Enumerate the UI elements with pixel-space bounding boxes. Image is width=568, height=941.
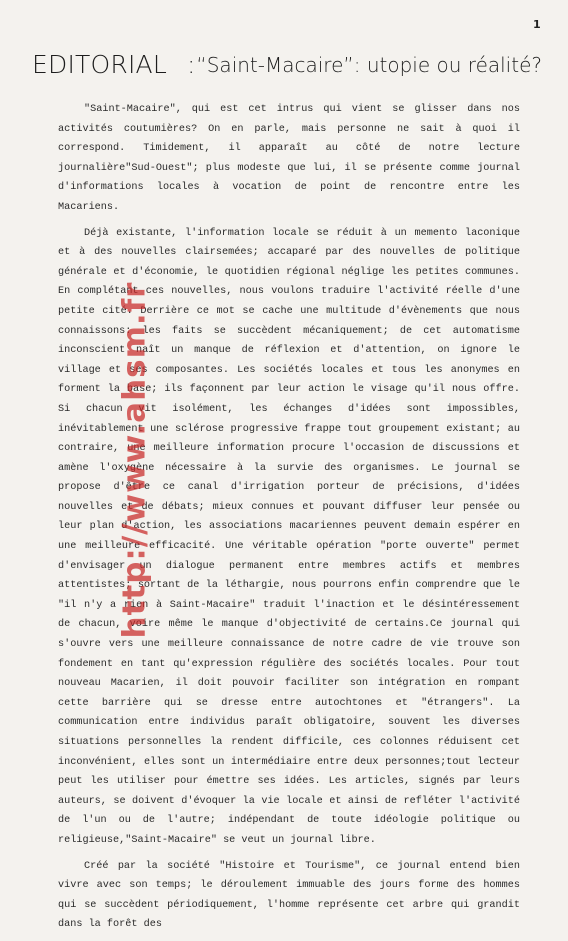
editorial-header <box>32 50 542 90</box>
paragraph-1: "Saint-Macaire", qui est cet intrus qui vient se glisser dans nos activités coutumières? On en parle, mais personne ne sait à quoi il correspond. Timidement, il apparaît au côté de notre lecture journalière"Sud-Ouest"; plus modeste que lui, il se présente comme journal d'informations locales à vocation de point de rencontre entre les Macariens. <box>58 104 520 213</box>
editorial-body <box>58 100 520 941</box>
paragraph-3: Créé par la société "Histoire et Tourisme", ce journal entend bien vivre avec son temps; le déroulement immuable des jours forme des hommes qui se succèdent périodiquement, l'homme représente cet arbre qui grandit dans la forêt des <box>58 860 520 931</box>
watermark-text: http://www.ahsm.fr <box>116 281 153 639</box>
section-title-text: EDITORIAL <box>32 50 167 79</box>
page-number: 1 <box>533 18 541 31</box>
article-title: “Saint-Macaire”: utopie ou réalité? <box>196 53 542 77</box>
section-title <box>32 50 196 79</box>
title-colon: : <box>186 50 196 79</box>
paragraph-2: Déjà existante, l'information locale se réduit à un memento laconique et à des nouvelles clairsemées; accaparé par des nouvelles de politique générale et d'économie, le quotidien régional néglige les petites communes. En complétant ces nouvelles, nous voulons traduire l'activité réelle d'une petite cité. Derrière ce mot se cache une multitude d'évènements que nous connaissons: les faits se succèdent mécaniquement; de cet automatisme inconscient naît un manque de réflexion et d'attention, on ignore le village et ses composantes. Les sociétés locales et tous les anonymes en forment la base; ils façonnent par leur action le visage qu'il nous offre. Si chacun vit isolément, les échanges d'idées sont impossibles, inévitablement une sclérose progressive frappe tout groupement existant; au contraire, une meilleure information procure l'occasion de discussions et amène l'oxygène nécessaire à la survie des organismes. Le journal se propose d'être ce canal d'irrigation porteur de précisions, d'idées nouvelles et de débats; mieux connues et pouvant diffuser leur pensée ou leur plan d'action, les associations macariennes peuvent demain espérer en une meilleure efficacité. Une véritable opération "porte ouverte" permet d'envisager un dialogue permanent entre membres actifs et membres attentistes; sortant de la léthargie, nous pourrons enfin comprendre que le "il n'y a rien à Saint-Macaire" traduit l'inaction et le désintéressement de chacun, voire même le manque d'objectivité de certains.Ce journal qui s'ouvre vers une meilleure connaissance de notre cadre de vie trouve son fondement en tant qu'expression régulière des sociétés locales. Pour tout nouveau Macarien, il doit pouvoir faciliter son intégration en rompant cette barrière qui se dresse entre autochtones et "étrangers". La communication entre individus paraît obligatoire, souvent les diverses situations personnelles la rendent difficile, ces colonnes réduisent cet inconvénient, elles sont un intermédiaire entre deux personnes;tout lecteur peut les utiliser pour émettre ses idées. Les articles, signés par leurs auteurs, se doivent d'évoquer la vie locale et ainsi de refléter l'activité de l'un ou de l'autre; indépendant de toute idéologie politique ou religieuse,"Saint-Macaire" se veut un journal libre. <box>58 227 520 846</box>
